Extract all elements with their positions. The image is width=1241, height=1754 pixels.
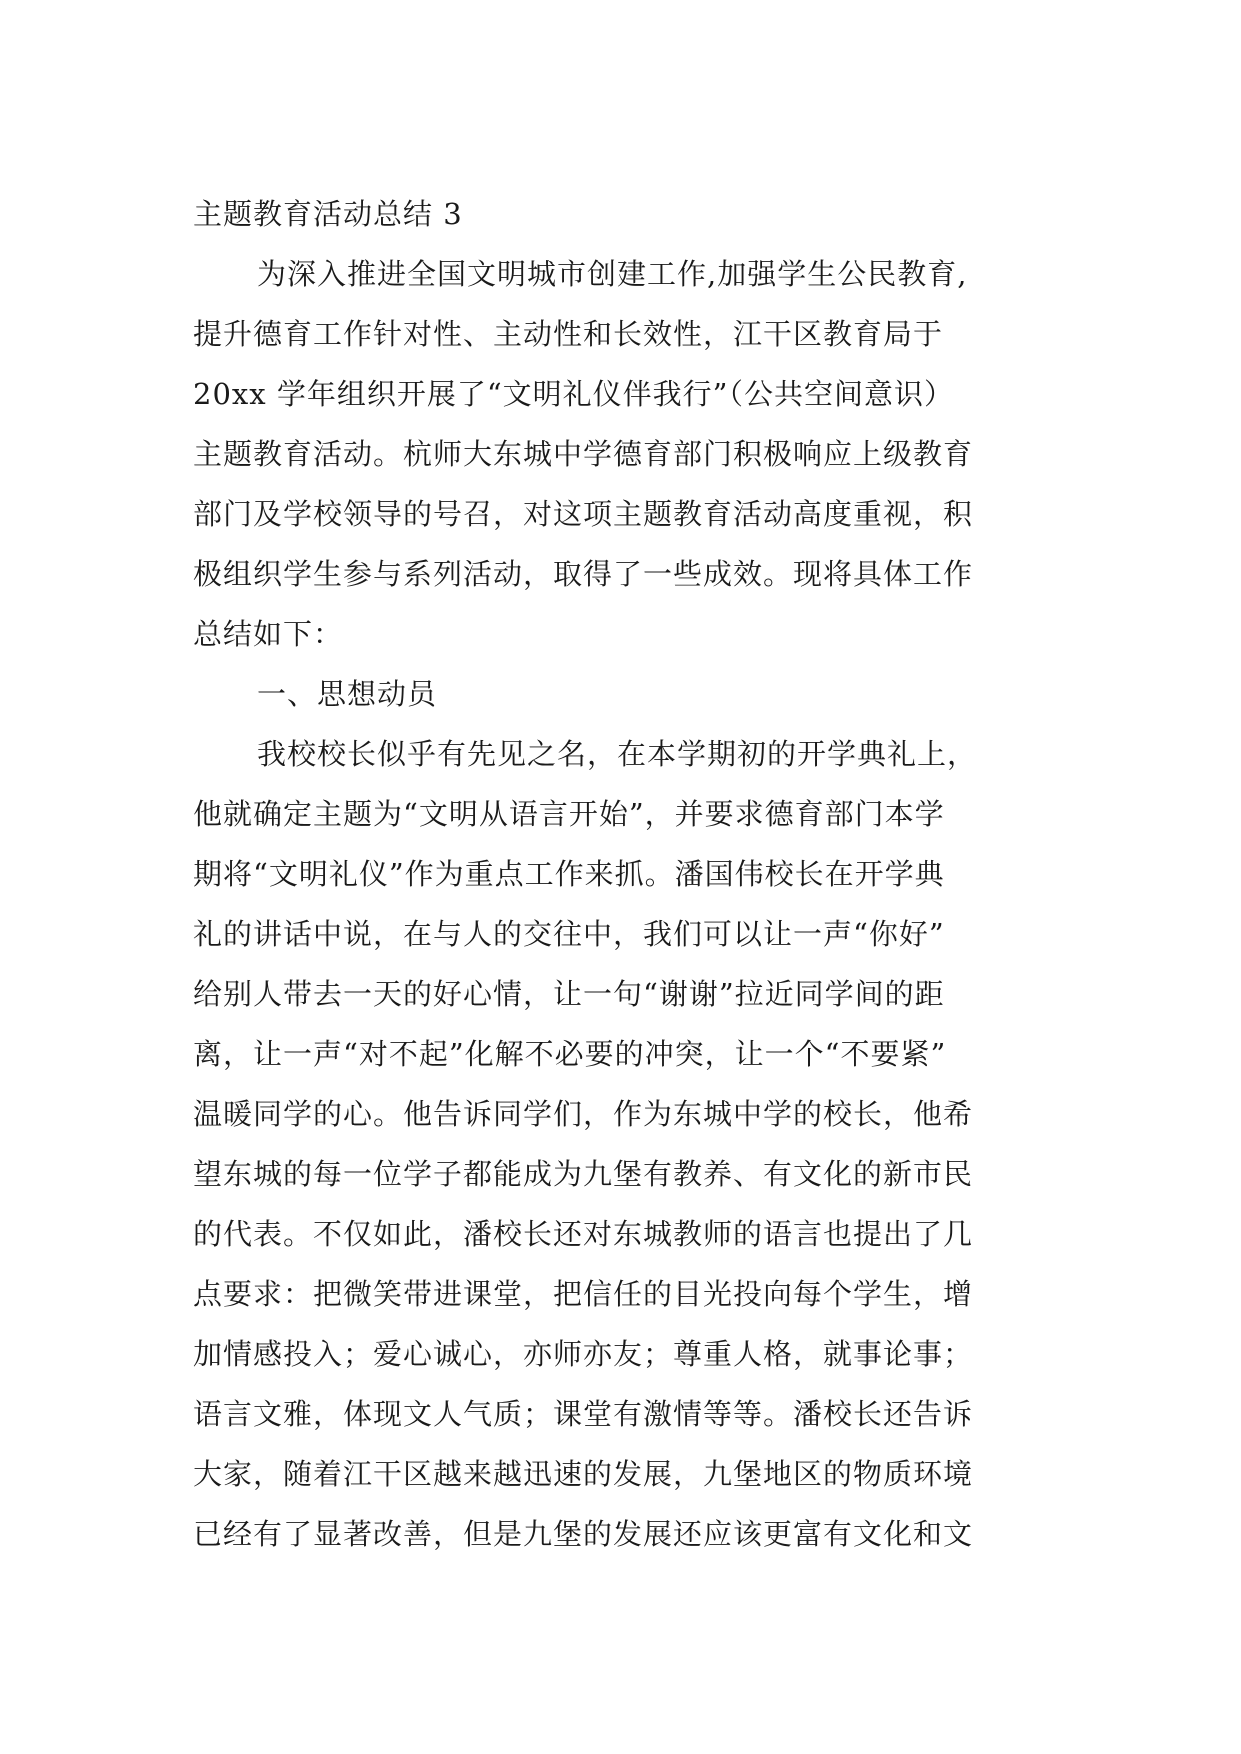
paragraph-line: 温暖同学的心。他告诉同学们，作为东城中学的校长，他希	[193, 1097, 974, 1131]
section-heading: 一、思想动员	[257, 677, 438, 711]
paragraph-line: 为深入推进全国文明城市创建工作,加强学生公民教育,	[257, 257, 968, 291]
paragraph-line: 总结如下：	[193, 617, 344, 651]
paragraph-line: 20xx 学年组织开展了“文明礼仪伴我行”（公共空间意识）	[193, 377, 954, 411]
paragraph-line: 望东城的每一位学子都能成为九堡有教养、有文化的新市民	[193, 1157, 974, 1191]
paragraph-line: 礼的讲话中说，在与人的交往中，我们可以让一声“你好”	[193, 917, 945, 951]
paragraph-line: 部门及学校领导的号召，对这项主题教育活动高度重视，积	[193, 497, 974, 531]
paragraph-line: 他就确定主题为“文明从语言开始”，并要求德育部门本学	[193, 797, 945, 831]
paragraph-intro	[193, 244, 1053, 664]
paragraph-line: 大家，随着江干区越来越迅速的发展，九堡地区的物质环境	[193, 1457, 974, 1491]
paragraph-line: 主题教育活动。杭师大东城中学德育部门积极响应上级教育	[193, 437, 974, 471]
paragraph-line: 已经有了显著改善，但是九堡的发展还应该更富有文化和文	[193, 1517, 974, 1551]
paragraph-line: 离，让一声“对不起”化解不必要的冲突，让一个“不要紧”	[193, 1037, 947, 1071]
document-body	[193, 184, 1053, 1564]
paragraph-line: 语言文雅，体现文人气质；课堂有激情等等。潘校长还告诉	[193, 1397, 974, 1431]
paragraph-line: 加情感投入；爱心诚心，亦师亦友；尊重人格，就事论事；	[193, 1337, 974, 1371]
paragraph-line: 给别人带去一天的好心情，让一句“谢谢”拉近同学间的距	[193, 977, 945, 1011]
paragraph-line: 期将“文明礼仪”作为重点工作来抓。潘国伟校长在开学典	[193, 857, 945, 891]
paragraph-line: 提升德育工作针对性、主动性和长效性，江干区教育局于	[193, 317, 944, 351]
paragraph-mobilization	[193, 724, 1053, 1564]
paragraph-line: 极组织学生参与系列活动，取得了一些成效。现将具体工作	[193, 557, 974, 591]
paragraph-line: 的代表。不仅如此，潘校长还对东城教师的语言也提出了几	[193, 1217, 974, 1251]
document-title: 主题教育活动总结 3	[193, 197, 463, 231]
paragraph-line: 我校校长似乎有先见之名，在本学期初的开学典礼上，	[257, 737, 978, 771]
paragraph-line: 点要求：把微笑带进课堂，把信任的目光投向每个学生，增	[193, 1277, 974, 1311]
